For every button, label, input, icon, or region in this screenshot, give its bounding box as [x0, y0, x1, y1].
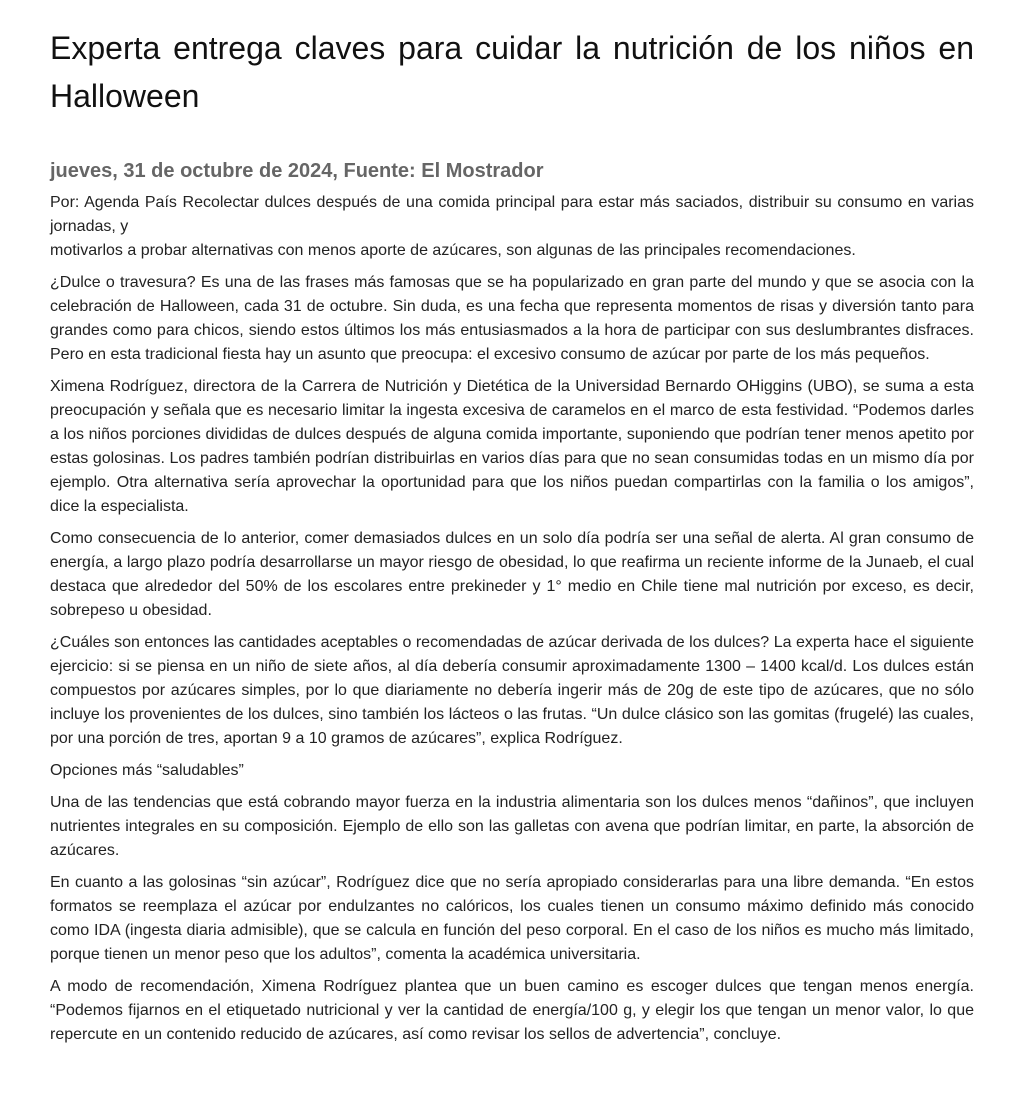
article-lead: [50, 191, 974, 263]
article-lead-line: Por: Agenda País Recolectar dulces después de una comida principal para estar más saciados, distribuir su consumo en varias jornadas, y: [50, 194, 974, 235]
article-paragraph: En cuanto a las golosinas “sin azúcar”, Rodríguez dice que no sería apropiado considerarlas para una libre demanda. “En estos formatos se reemplaza el azúcar por endulzantes no calóricos, los cuales tienen un consumo máximo definido más conocido como IDA (ingesta diaria admisible), que se calcula en función del peso corporal. En el caso de los niños es mucho más limitado, porque tienen un menor peso que los adultos”, comenta la académica universitaria.: [50, 874, 974, 963]
article-paragraph: Como consecuencia de lo anterior, comer demasiados dulces en un solo día podría ser una señal de alerta. Al gran consumo de energía, a largo plazo podría desarrollarse un mayor riesgo de obesidad, lo que reafirma un reciente informe de la Junaeb, el cual destaca que alrededor del 50% de los escolares entre prekineder y 1° medio en Chile tiene mal nutrición por exceso, es decir, sobrepeso u obesidad.: [50, 530, 974, 619]
article-date-source: jueves, 31 de octubre de 2024, Fuente: El Mostrador: [50, 160, 544, 182]
article-paragraph: Una de las tendencias que está cobrando mayor fuerza en la industria alimentaria son los dulces menos “dañinos”, que incluyen nutrientes integrales en su composición. Ejemplo de ello son las galletas con avena que podrían limitar, en parte, la absorción de azúcares.: [50, 794, 974, 859]
article-lead-line: motivarlos a probar alternativas con menos aporte de azúcares, son algunas de las principales recomendaciones.: [50, 242, 856, 259]
article-paragraph: ¿Dulce o travesura? Es una de las frases más famosas que se ha popularizado en gran parte del mundo y que se asocia con la celebración de Halloween, cada 31 de octubre. Sin duda, es una fecha que representa momentos de risas y diversión tanto para grandes como para chicos, siendo estos últimos los más entusiasmados a la hora de participar con sus deslumbrantes disfraces. Pero en esta tradicional fiesta hay un asunto que preocupa: el excesivo consumo de azúcar por parte de los más pequeños.: [50, 274, 974, 363]
article-subheading: Opciones más “saludables”: [50, 762, 244, 779]
article-paragraph: ¿Cuáles son entonces las cantidades aceptables o recomendadas de azúcar derivada de los dulces? La experta hace el siguiente ejercicio: si se piensa en un niño de siete años, al día debería consumir aproximadamente 1300 – 1400 kcal/d. Los dulces están compuestos por azúcares simples, por lo que diariamente no debería ingerir más de 20g de este tipo de azúcares, que no sólo incluye los provenientes de los dulces, sino también los lácteos o las frutas. “Un dulce clásico son las gomitas (frugelé) las cuales, por una porción de tres, aportan 9 a 10 gramos de azúcares”, explica Rodríguez.: [50, 634, 974, 747]
article-title: Experta entrega claves para cuidar la nutrición de los niños en Halloween: [50, 30, 974, 114]
article-paragraph: A modo de recomendación, Ximena Rodríguez plantea que un buen camino es escoger dulces que tengan menos energía. “Podemos fijarnos en el etiquetado nutricional y ver la cantidad de energía/100 g, y elegir los que tengan un menor valor, lo que repercute en un contenido reducido de azúcares, así como revisar los sellos de advertencia”, concluye.: [50, 978, 974, 1043]
article-paragraph: Ximena Rodríguez, directora de la Carrera de Nutrición y Dietética de la Universidad Bernardo OHiggins (UBO), se suma a esta preocupación y señala que es necesario limitar la ingesta excesiva de caramelos en el marco de esta festividad. “Podemos darles a los niños porciones divididas de dulces después de alguna comida importante, suponiendo que podrían tener menos apetito por estas golosinas. Los padres también podrían distribuirlas en varios días para que no sean consumidas todas en un mismo día por ejemplo. Otra alternativa sería aprovechar la oportunidad para que los niños puedan compartirlas con la familia o los amigos”, dice la especialista.: [50, 378, 974, 515]
